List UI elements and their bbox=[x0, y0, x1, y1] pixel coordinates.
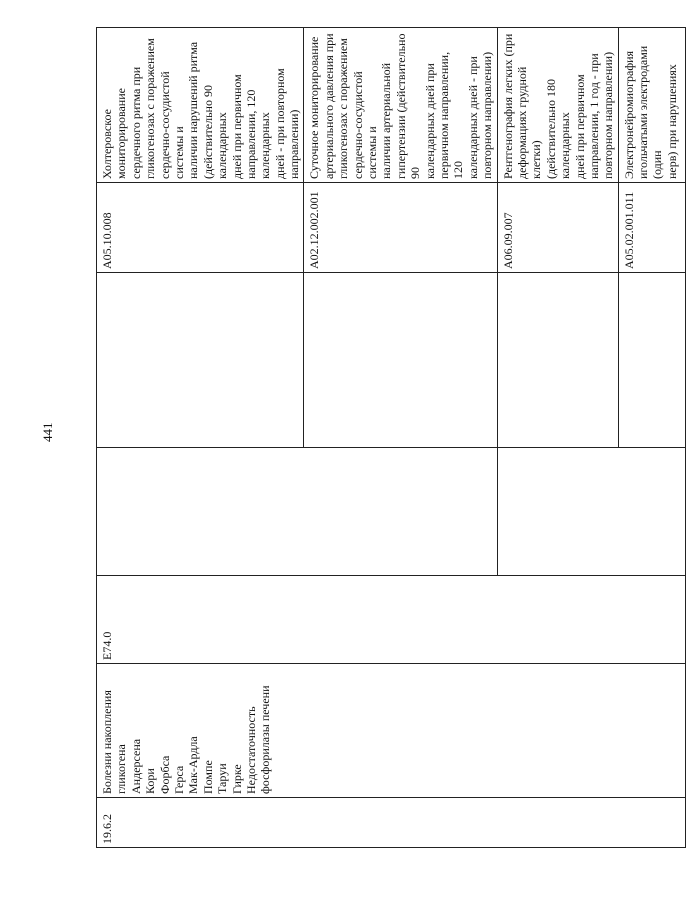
empty-cell bbox=[304, 273, 497, 448]
service-text-cell bbox=[97, 28, 304, 183]
empty-cell bbox=[618, 273, 685, 448]
service-code: A05.02.001.011 bbox=[621, 191, 636, 269]
mkb-code-cell bbox=[97, 576, 686, 664]
service-code-cell bbox=[97, 183, 304, 273]
service-code-cell bbox=[618, 183, 685, 273]
service-text: Рентгенография легких (при деформациях грудной клетки) (действительно 180 календарных дней при первичном направлении, 1 год - при повторном направлении) bbox=[500, 33, 616, 179]
disease-name: Болезни накопления гликогена Андерсена Кори Форбса Герса Мак-Ардла Помпе Таруи Гирке Недостаточность фосфорилазы печени bbox=[100, 685, 273, 794]
service-text: Электронейромиография игольчатыми электродами (один нерв) при нарушениях bbox=[621, 45, 679, 179]
empty-cell bbox=[497, 448, 685, 576]
service-text-cell bbox=[304, 28, 497, 183]
service-code: A02.12.002.001 bbox=[307, 191, 322, 269]
table-rotated-wrapper bbox=[96, 28, 679, 848]
empty-cell bbox=[97, 273, 304, 448]
service-text: Суточное мониторирование артериального давления при гликогенозах с поражением сердечно-сосудистой системы и наличии артериальной гипертензии (действительно 90 календарных дней при первичном направлении, 120 календарных дней - при повторном направлении) bbox=[307, 33, 495, 179]
disease-name-cell bbox=[97, 664, 686, 798]
services-table bbox=[96, 27, 686, 848]
mkb-code: E74.0 bbox=[100, 631, 114, 660]
row-number: 19.6.2 bbox=[100, 814, 114, 844]
table-row bbox=[97, 28, 304, 848]
service-code: A06.09.007 bbox=[500, 212, 515, 269]
service-text: Холтеровское мониторирование сердечного ритма при гликогенозах с поражением сердечно-сосудистой системы и наличии нарушений ритма (действительно 90 календарных дней при первичном направлении, 120 календарных дней - при повторном направлении) bbox=[100, 38, 302, 179]
row-number-cell bbox=[97, 798, 686, 848]
service-code: A05.10.008 bbox=[100, 212, 114, 269]
empty-cell bbox=[97, 448, 498, 576]
service-text-cell bbox=[618, 28, 685, 183]
empty-cell bbox=[497, 273, 618, 448]
service-code-cell bbox=[497, 183, 618, 273]
page-number: 441 bbox=[40, 422, 55, 442]
service-text-cell bbox=[497, 28, 618, 183]
service-code-cell bbox=[304, 183, 497, 273]
